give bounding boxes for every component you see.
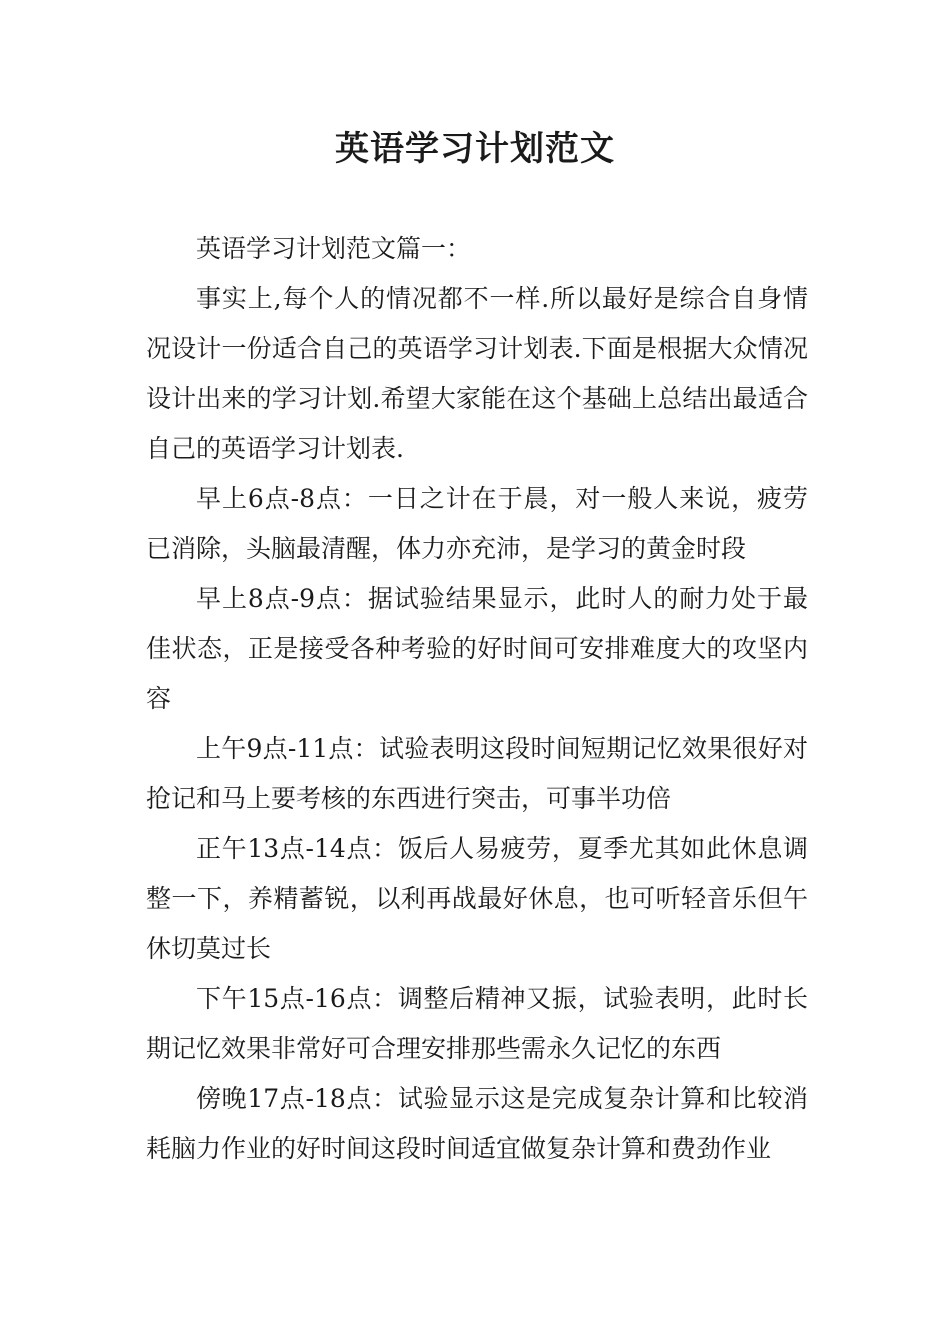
paragraph-6-8: 早上6点-8点：一日之计在于晨，对一般人来说，疲劳已消除，头脑最清醒，体力亦充沛，是学习的黄金时段 xyxy=(146,484,808,563)
paragraph-15-16: 下午15点-16点：调整后精神又振，试验表明，此时长期记忆效果非常好可合理安排那些需永久记忆的东西 xyxy=(146,984,808,1063)
paragraph-intro: 事实上,每个人的情况都不一样.所以最好是综合自身情况设计一份适合自己的英语学习计划表.下面是根据大众情况设计出来的学习计划.希望大家能在这个基础上总结出最适合自己的英语学习计划表. xyxy=(146,284,808,463)
document-title: 英语学习计划范文 xyxy=(335,129,615,169)
paragraph-9-11: 上午9点-11点：试验表明这段时间短期记忆效果很好对抢记和马上要考核的东西进行突击，可事半功倍 xyxy=(146,734,808,813)
paragraph-8-9: 早上8点-9点：据试验结果显示，此时人的耐力处于最佳状态，正是接受各种考验的好时间可安排难度大的攻坚内容 xyxy=(146,584,808,713)
paragraph-section-heading: 英语学习计划范文篇一： xyxy=(196,234,472,263)
paragraph-13-14: 正午13点-14点：饭后人易疲劳，夏季尤其如此休息调整一下，养精蓄锐，以利再战最好休息，也可听轻音乐但午休切莫过长 xyxy=(146,834,808,963)
paragraph-17-18: 傍晚17点-18点：试验显示这是完成复杂计算和比较消耗脑力作业的好时间这段时间适宜做复杂计算和费劲作业 xyxy=(146,1084,808,1163)
document-body xyxy=(146,224,808,1174)
